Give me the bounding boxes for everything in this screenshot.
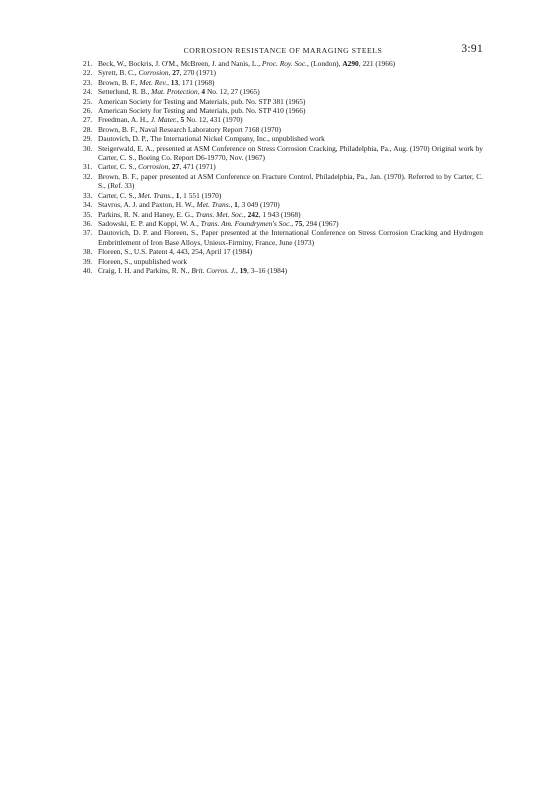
reference-fragment: Craig, I. H. and Parkins, R. N., [98, 265, 192, 275]
reference-fragment: Setterlund, R. B., [98, 87, 152, 97]
reference-number: 28. [83, 124, 93, 134]
reference-text [98, 172, 483, 190]
reference-text [98, 144, 483, 162]
reference-fragment: , 270 (1971) [179, 68, 217, 78]
reference-volume: 13 [170, 77, 179, 87]
reference-fragment: Stavros, A. J. and Paxton, H. W., [98, 200, 197, 210]
reference-item [83, 68, 483, 77]
reference-number: 31. [83, 162, 93, 172]
reference-item [83, 106, 483, 115]
reference-journal: Trans. Met. Soc. [195, 209, 244, 219]
reference-number: 35. [83, 209, 93, 219]
reference-number: 32. [83, 171, 93, 181]
reference-fragment: , [243, 209, 248, 219]
reference-text [98, 200, 280, 209]
reference-volume: 242 [247, 209, 259, 219]
reference-number: 29. [83, 134, 93, 144]
reference-item [83, 200, 483, 209]
reference-text [98, 210, 301, 219]
reference-fragment: American Society for Testing and Materials, pub. No. STP 381 (1965) [98, 96, 306, 106]
reference-item [83, 97, 483, 106]
reference-journal: Corrosion [138, 162, 169, 172]
reference-number: 21. [83, 59, 93, 68]
reference-number: 38. [83, 247, 93, 257]
reference-fragment: Brown, B. F., [98, 77, 140, 87]
reference-item [83, 247, 483, 256]
reference-text [98, 59, 395, 68]
reference-item [83, 266, 483, 275]
reference-fragment: , [235, 265, 240, 275]
reference-item [83, 59, 483, 68]
reference-fragment: Dautovich, D. P. and Floreen, S., Paper presented at the International Conference on Stress Corrosion Cracking and Hydrogen Embrittlement of Iron Base Alloys, Unieux-Firminy, France, June (1973) [98, 228, 483, 247]
reference-volume: 1 [234, 200, 238, 210]
reference-fragment: Parkins, R. N. and Haney, E. G., [98, 209, 196, 219]
reference-journal: Corrosion [138, 68, 169, 78]
reference-number: 23. [83, 77, 93, 87]
reference-fragment: , 1 943 (1968) [258, 209, 301, 219]
reference-fragment: , [230, 200, 235, 210]
reference-fragment: Brown, B. F., paper presented at ASM Conference on Fracture Control, Philadelphia, Pa., Jan. (1970). Referred to by Carter, C. S., (Ref. 33) [98, 171, 483, 191]
reference-number: 33. [83, 190, 93, 200]
reference-volume: 27 [171, 162, 180, 172]
reference-journal: Trans. Am. Foundrymen's Soc. [200, 218, 292, 228]
reference-fragment: , [172, 190, 176, 200]
reference-journal: Brit. Corros. J. [191, 265, 236, 275]
reference-journal: Met. Trans. [138, 190, 173, 200]
reference-item [83, 210, 483, 219]
reference-number: 26. [83, 106, 93, 116]
reference-fragment: , [168, 162, 172, 172]
reference-item [83, 115, 483, 124]
reference-fragment: American Society for Testing and Materials, pub. No. STP 410 (1966) [98, 106, 306, 116]
reference-item [83, 125, 483, 134]
reference-fragment: Floreen, S., unpublished work [98, 256, 188, 266]
reference-volume: 27 [172, 68, 180, 78]
reference-number: 40. [83, 265, 93, 275]
reference-fragment: , 471 (1971) [179, 162, 216, 172]
reference-text [98, 68, 216, 77]
reference-fragment: , [176, 115, 181, 125]
reference-text [98, 247, 252, 256]
reference-fragment: , [291, 218, 295, 228]
reference-journal: Met. Rev. [139, 77, 168, 87]
reference-item [83, 87, 483, 96]
running-head: CORROSION RESISTANCE OF MARAGING STEELS [183, 46, 383, 55]
reference-text [98, 97, 305, 106]
reference-fragment: , [197, 87, 202, 97]
reference-journal: Met. Trans. [196, 200, 231, 210]
reference-fragment: Floreen, S., U.S. Patent 4, 443, 254, April 17 (1984) [98, 247, 253, 257]
reference-journal: J. Mater. [150, 115, 177, 125]
reference-fragment: Carter, C. S., [98, 190, 139, 200]
reference-fragment: Brown, B. F., Naval Research Laboratory Report 7168 (1970) [98, 124, 281, 134]
reference-fragment: Syrett, B. C., [98, 68, 139, 78]
reference-number: 36. [83, 218, 93, 228]
reference-item [83, 134, 483, 143]
reference-number: 27. [83, 115, 93, 125]
reference-fragment: , 3–16 (1984) [247, 265, 288, 275]
reference-number: 25. [83, 96, 93, 106]
reference-number: 30. [83, 143, 93, 153]
reference-fragment: Sadowski, E. P. and Koppi, W. A., [98, 218, 201, 228]
reference-text [98, 134, 325, 143]
reference-fragment: Dautovich, D. P., The International Nickel Company, Inc., unpublished work [98, 134, 325, 144]
reference-volume: A290 [342, 59, 359, 68]
reference-fragment: Carter, C. S., [98, 162, 139, 172]
reference-item [83, 191, 483, 200]
reference-item [83, 219, 483, 228]
page-number: 3:91 [461, 43, 483, 55]
reference-number: 24. [83, 87, 93, 97]
reference-volume: 19 [239, 265, 247, 275]
reference-fragment: Beck, W., Bockris, J. O'M., McBreen, J. and Nanis, L., [98, 59, 262, 68]
reference-fragment: , [168, 68, 173, 78]
reference-fragment: No. 12, 431 (1970) [184, 115, 243, 125]
reference-fragment: , [167, 77, 171, 87]
reference-volume: 5 [180, 115, 185, 125]
reference-list [83, 59, 483, 275]
reference-fragment: , 221 (1966) [358, 59, 396, 68]
reference-fragment: No. 12, 27 (1965) [205, 87, 260, 97]
reference-item [83, 144, 483, 163]
reference-fragment: Steigerwald, E. A., presented at ASM Conference on Stress Corrosion Cracking, Philadelphia, Pa., Aug. (1970) Original work by Carter, C. S., Boeing Co. Report D6-19770, Nov. (1967) [98, 143, 483, 163]
reference-fragment: , (London), [307, 59, 343, 68]
reference-fragment: , 1 551 (1970) [179, 190, 222, 200]
reference-text [98, 162, 216, 171]
reference-fragment: Freedman, A. H., [98, 115, 151, 125]
reference-item [83, 172, 483, 191]
reference-text [98, 219, 339, 228]
reference-journal: Mat. Protection [151, 87, 198, 97]
reference-text [98, 78, 215, 87]
document-page [83, 43, 483, 275]
reference-fragment: , 3 049 (1970) [237, 200, 280, 210]
reference-volume: 1 [175, 190, 180, 200]
reference-text [98, 115, 243, 124]
reference-number: 37. [83, 228, 93, 238]
reference-item [83, 228, 483, 247]
reference-fragment: , 171 (1968) [178, 77, 215, 87]
reference-text [98, 125, 281, 134]
reference-journal: Proc. Roy. Soc. [261, 59, 308, 68]
page-header [83, 43, 483, 59]
reference-volume: 75 [294, 218, 303, 228]
reference-item [83, 257, 483, 266]
reference-text [98, 257, 187, 266]
reference-text [98, 87, 260, 96]
reference-item [83, 162, 483, 171]
reference-text [98, 106, 305, 115]
reference-text [98, 191, 221, 200]
reference-volume: 4 [201, 87, 206, 97]
reference-text [98, 228, 483, 246]
reference-number: 34. [83, 200, 93, 210]
reference-number: 22. [83, 68, 93, 78]
reference-number: 39. [83, 256, 93, 266]
reference-fragment: , 294 (1967) [302, 218, 339, 228]
reference-text [98, 266, 287, 275]
reference-item [83, 78, 483, 87]
